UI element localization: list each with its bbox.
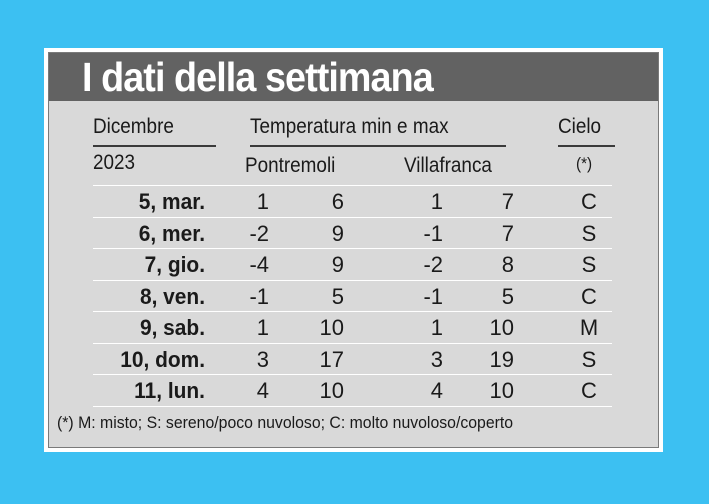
page-title: I dati della settimana xyxy=(82,54,433,100)
pontremoli-min-cell: 1 xyxy=(256,315,269,340)
pontremoli-max-cell: 6 xyxy=(331,189,344,214)
pontremoli-min-cell: 3 xyxy=(256,346,269,372)
temperature-header: Temperatura min e max xyxy=(250,115,449,138)
villafranca-min-cell: -1 xyxy=(423,283,443,309)
villafranca-min-cell: -2 xyxy=(423,252,443,277)
sky-cell: C xyxy=(581,189,597,214)
villafranca-max-cell: 7 xyxy=(501,220,514,246)
city-pontremoli: Pontremoli xyxy=(245,154,336,177)
pontremoli-max-cell: 17 xyxy=(319,346,344,372)
villafranca-max-cell: 10 xyxy=(489,378,514,403)
year-label: 2023 xyxy=(93,151,136,174)
villafranca-min-cell: -1 xyxy=(423,220,443,246)
villafranca-max-cell: 5 xyxy=(501,283,514,309)
pontremoli-min-cell: -2 xyxy=(249,220,269,246)
pontremoli-min-cell: -1 xyxy=(249,283,269,309)
table-row xyxy=(49,375,658,406)
title-bar xyxy=(49,53,658,101)
villafranca-min-cell: 1 xyxy=(430,315,443,340)
villafranca-min-cell: 4 xyxy=(430,378,443,403)
sky-note-marker: (*) xyxy=(576,154,593,173)
table-row xyxy=(49,312,658,343)
table-panel xyxy=(48,52,659,448)
month-header: Dicembre xyxy=(93,115,174,138)
pontremoli-min-cell: 4 xyxy=(256,378,269,403)
day-cell: 10, dom. xyxy=(120,346,205,372)
villafranca-max-cell: 19 xyxy=(489,346,514,372)
pontremoli-max-cell: 10 xyxy=(319,315,344,340)
pontremoli-max-cell: 9 xyxy=(331,220,344,246)
villafranca-max-cell: 7 xyxy=(501,189,514,214)
pontremoli-max-cell: 10 xyxy=(319,378,344,403)
table-row xyxy=(49,218,658,249)
villafranca-max-cell: 8 xyxy=(501,252,514,277)
pontremoli-max-cell: 5 xyxy=(331,283,344,309)
table-row xyxy=(49,186,658,217)
sky-header-underline xyxy=(558,145,615,147)
pontremoli-min-cell: 1 xyxy=(256,189,269,214)
villafranca-max-cell: 10 xyxy=(489,315,514,340)
table-row xyxy=(49,281,658,312)
day-cell: 7, gio. xyxy=(144,252,205,277)
table-row xyxy=(49,344,658,375)
row-separator xyxy=(93,406,612,407)
sky-cell: C xyxy=(581,283,597,309)
sky-cell: M xyxy=(579,315,599,340)
day-cell: 6, mer. xyxy=(138,220,205,246)
villafranca-min-cell: 1 xyxy=(430,189,443,214)
pontremoli-min-cell: -4 xyxy=(249,252,269,277)
day-cell: 11, lun. xyxy=(134,378,205,403)
day-cell: 8, ven. xyxy=(139,283,205,309)
city-villafranca: Villafranca xyxy=(404,154,492,177)
sky-cell: C xyxy=(581,378,597,403)
pontremoli-max-cell: 9 xyxy=(331,252,344,277)
temperature-header-underline xyxy=(250,145,506,147)
sky-cell: S xyxy=(581,220,597,246)
villafranca-min-cell: 3 xyxy=(430,346,443,372)
weather-card xyxy=(44,48,663,452)
sky-header: Cielo xyxy=(558,115,602,138)
sky-cell: S xyxy=(581,252,597,277)
month-header-underline xyxy=(93,145,216,147)
legend-note: (*) M: misto; S: sereno/poco nuvoloso; C: molto nuvoloso/coperto xyxy=(57,413,514,432)
day-cell: 9, sab. xyxy=(139,315,205,340)
table-row xyxy=(49,249,658,280)
day-cell: 5, mar. xyxy=(138,189,205,214)
sky-cell: S xyxy=(581,346,597,372)
